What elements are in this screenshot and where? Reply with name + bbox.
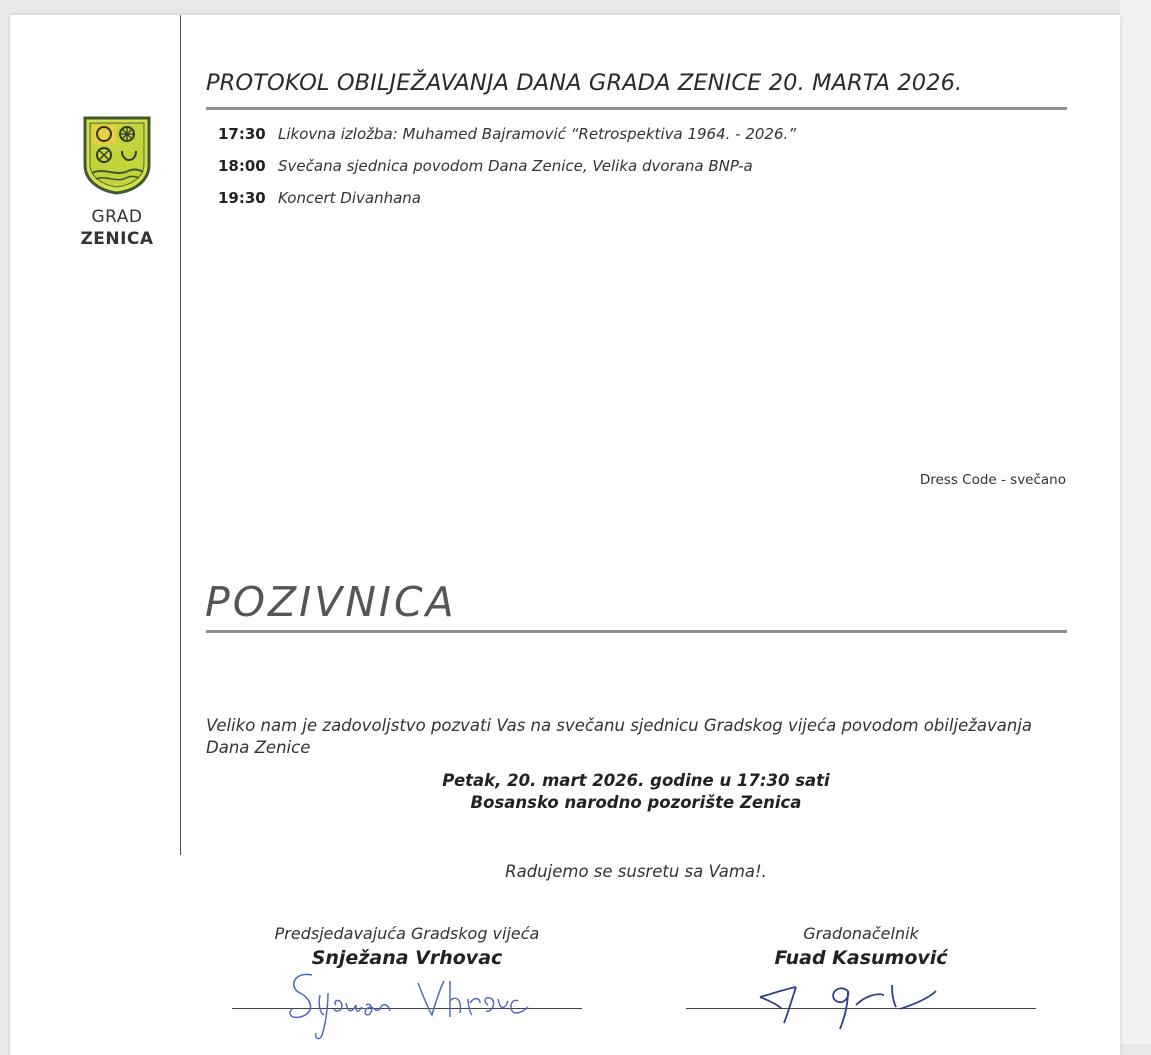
right-handwritten-signature [752,965,952,1035]
wheel-spokes-1 [120,127,134,141]
left-signatory-role: Predsjedavajuća Gradskog vijeća [274,924,540,943]
logo-zenica-text: ZENICA [80,229,154,249]
right-signatory-name: Fuad Kasumović [774,947,948,969]
logo-grad-text: GRAD [91,207,143,227]
schedule-description: Koncert Divanhana [278,189,421,207]
left-signatory-name: Snježana Vrhovac [311,947,503,969]
schedule-description: Svečana sjednica povodom Dana Zenice, Velika dvorana BNP-a [278,157,753,175]
schedule-time: 18:00 [218,157,266,175]
left-handwritten-signature [282,965,542,1045]
sidebar-divider [180,15,181,855]
right-signatory-role: Gradonačelnik [803,924,919,943]
schedule-time: 19:30 [218,189,266,207]
city-coat-of-arms-icon [82,115,152,195]
protocol-title: PROTOKOL OBILJEŽAVANJA DANA GRADA ZENICE 20. MARTA 2026. [206,70,963,96]
title-rule [206,107,1067,110]
schedule-description: Likovna izložba: Muhamed Bajramović “Retrospektiva 1964. - 2026.” [278,125,797,143]
heading-rule [206,630,1067,633]
schedule-time: 17:30 [218,125,266,143]
event-date-time: Petak, 20. mart 2026. godine u 17:30 sati [442,771,830,790]
left-signature-text: Snježana Vrhovac [282,965,291,966]
invitation-heading: POZIVNICA [205,578,457,626]
closing-line: Radujemo se susretu sa Vama!. [505,862,767,881]
invitation-page [10,15,1120,1055]
event-venue: Bosansko narodno pozorište Zenica [470,793,802,812]
background-edge [1120,0,1151,1044]
dress-code: Dress Code - svečano [919,472,1066,488]
invitation-intro: Veliko nam je zadovoljstvo pozvati Vas na svečanu sjednicu Gradskog vijeća povodom obilježavanja Dana Zenice [206,716,1033,757]
